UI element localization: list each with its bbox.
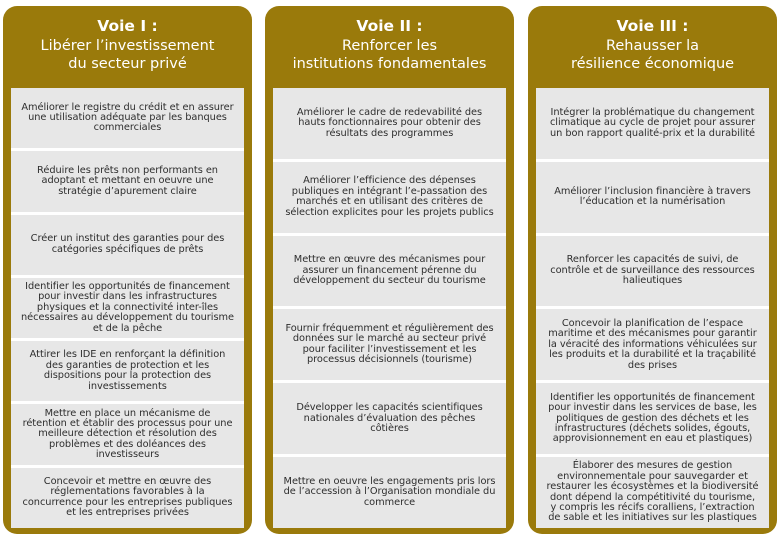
action-item [273, 162, 506, 236]
action-text: Mettre en oeuvre les engagements pris lors de l’accession à l’Organisation mondiale du commerce [283, 475, 496, 508]
action-item [273, 457, 506, 528]
action-item [11, 404, 244, 467]
column-header [3, 16, 252, 73]
action-text: Intégrer la problématique du changement climatique au cycle de projet pour assurer un bon rapport qualité-prix et la durabilité [549, 106, 756, 139]
column-header [528, 16, 777, 73]
voie-title: Voie I : [97, 17, 158, 35]
action-item [11, 88, 244, 151]
action-text: Élaborer des mesures de gestion environnementale pour sauvegarder et restaurer les écosystèmes et la biodiversité dont dépend la compétitivité du tourisme, y compris les récifs coralliens, l’extraction de sable et les initiatives sur les plastiques [546, 460, 759, 524]
action-item [11, 278, 244, 341]
action-item [536, 457, 769, 528]
action-item [273, 309, 506, 383]
action-text: Identifier les opportunités de financement pour investir dans les services de base, les politiques de gestion des déchets et les infrastructures (déchets solides, égouts, approvisionnement en eau et plastiques) [548, 391, 757, 445]
voie-subtitle-line: Rehausser la [605, 38, 700, 54]
action-item [11, 341, 244, 404]
column-voie-1 [3, 6, 252, 534]
action-item [11, 151, 244, 214]
action-text: Améliorer l’efficience des dépenses publiques en intégrant l’e-passation des marchés et en utilisant des critères de sélection explicites pour les projets publics [285, 175, 494, 218]
action-text: Améliorer le cadre de redevabilité des hauts fonctionnaires pour obtenir des résultats des programmes [296, 106, 483, 139]
column-voie-3 [528, 6, 777, 534]
action-list [536, 88, 769, 528]
action-text: Créer un institut des garanties pour des catégories spécifiques de prêts [30, 233, 225, 255]
voie-title: Voie III : [616, 17, 689, 35]
action-item [273, 236, 506, 310]
voie-subtitle-line: résilience économique [570, 56, 735, 72]
voie-subtitle [3, 37, 252, 73]
action-text: Concevoir et mettre en œuvre des réglementations favorables à la concurrence pour les entreprises publiques et les entreprises privées [22, 476, 233, 519]
action-item [273, 383, 506, 457]
action-text: Attirer les IDE en renforçant la définition des garanties de protection et les dispositions pour la protection des investissements [29, 349, 226, 392]
action-item [536, 88, 769, 162]
action-text: Développer les capacités scientifiques nationales d’évaluation des pêches côtières [296, 402, 483, 434]
column-header [265, 16, 514, 73]
voie-subtitle-line: Libérer l’investissement [40, 38, 215, 54]
action-item [273, 88, 506, 162]
action-item [536, 309, 769, 383]
voie-title: Voie II : [356, 17, 423, 35]
voie-subtitle [265, 37, 514, 73]
voie-subtitle [528, 37, 777, 73]
voie-subtitle-line: du secteur privé [68, 56, 187, 72]
action-item [11, 215, 244, 278]
action-item [11, 468, 244, 528]
action-text: Améliorer le registre du crédit et en assurer une utilisation adéquate par les banques commerciales [21, 101, 234, 134]
voie-subtitle-line: institutions fondamentales [292, 56, 487, 72]
action-item [536, 383, 769, 457]
action-text: Identifier les opportunités de financement pour investir dans les infrastructures physiques et la connectivité inter-îles nécessaires au développement du tourisme et de la pêche [21, 280, 234, 334]
action-text: Mettre en œuvre des mécanismes pour assurer un financement pérenne du développement du secteur du tourisme [293, 254, 486, 287]
action-item [536, 236, 769, 310]
voie-subtitle-line: Renforcer les [341, 38, 438, 54]
action-text: Mettre en place un mécanisme de rétention et établir des processus pour une meilleure détection et résolution des problèmes et des doléances des investisseurs [22, 407, 233, 461]
column-voie-2 [265, 6, 514, 534]
action-text: Concevoir la planification de l’espace maritime et des mécanismes pour garantir la véracité des informations véhiculées sur les produits et la durabilité et la traçabilité des prises [548, 317, 757, 371]
action-text: Améliorer l’inclusion financière à travers l’éducation et la numérisation [554, 185, 751, 208]
action-text: Renforcer les capacités de suivi, de contrôle et de surveillance des ressources halieutiques [550, 254, 755, 287]
action-item [536, 162, 769, 236]
action-text: Réduire les prêts non performants en adoptant et mettant en oeuvre une stratégie d’apurement claire [37, 164, 218, 197]
action-list [273, 88, 506, 528]
action-text: Fournir fréquemment et régulièrement des données sur le marché au secteur privé pour faciliter l’investissement et les processus décisionnels (tourisme) [285, 323, 494, 366]
action-list [11, 88, 244, 528]
